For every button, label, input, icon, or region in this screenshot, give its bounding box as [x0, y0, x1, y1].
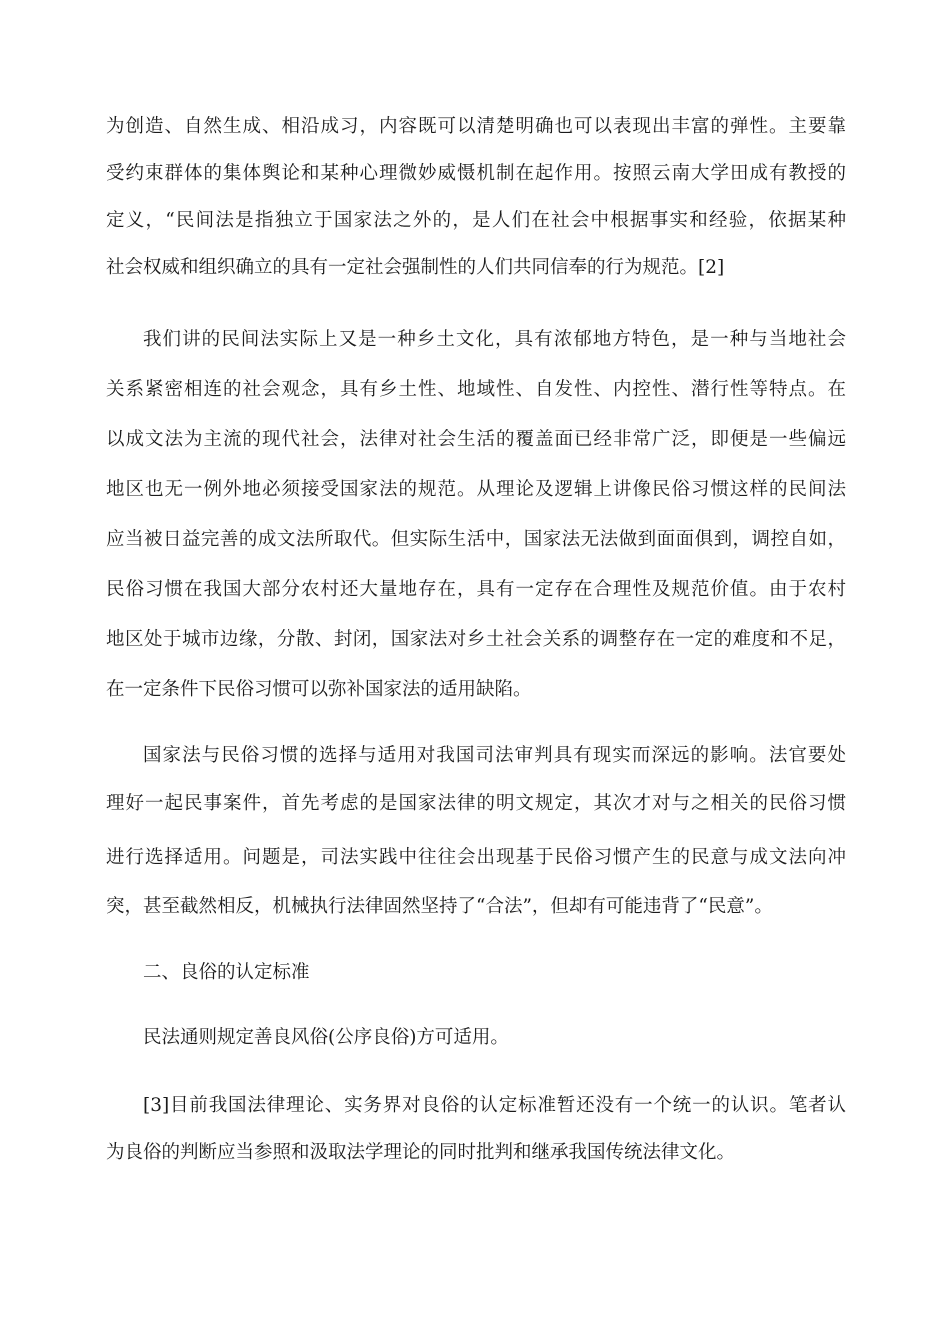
paragraph-2-line-8: 在一定条件下民俗习惯可以弥补国家法的适用缺陷。: [106, 679, 532, 700]
paragraph-2-line-7: 地区处于城市边缘，分散、封闭，国家法对乡土社会关系的调整存在一定的难度和不足，: [106, 629, 846, 650]
paragraph-2-line-4: 地区也无一例外地必须接受国家法的规范。从理论及逻辑上讲像民俗习惯这样的民间法: [106, 479, 846, 500]
paragraph-5-line-1: 民法通则规定善良风俗(公序良俗)方可适用。: [143, 1027, 509, 1048]
paragraph-1-line-2: 受约束群体的集体舆论和某种心理微妙威慑机制在起作用。按照云南大学田成有教授的: [106, 163, 846, 184]
paragraph-6-line-2: 为良俗的判断应当参照和汲取法学理论的同时批判和继承我国传统法律文化。: [106, 1142, 736, 1163]
paragraph-6-line-1: [3]目前我国法律理论、实务界对良俗的认定标准暂还没有一个统一的认识。笔者认: [143, 1095, 846, 1116]
section-heading: 二、良俗的认定标准: [143, 962, 310, 983]
paragraph-1-line-4: 社会权威和组织确立的具有一定社会强制性的人们共同信奉的行为规范。[2]: [106, 257, 725, 278]
paragraph-3-line-1: 国家法与民俗习惯的选择与适用对我国司法审判具有现实而深远的影响。法官要处: [143, 745, 846, 766]
paragraph-1-line-3: 定义，“民间法是指独立于国家法之外的，是人们在社会中根据事实和经验，依据某种: [106, 210, 846, 231]
paragraph-3-line-4: 突，甚至截然相反，机械执行法律固然坚持了“合法”，但却有可能违背了“民意”。: [106, 896, 773, 917]
paragraph-2-line-2: 关系紧密相连的社会观念，具有乡土性、地域性、自发性、内控性、潜行性等特点。在: [106, 379, 846, 400]
paragraph-2-line-5: 应当被日益完善的成文法所取代。但实际生活中，国家法无法做到面面俱到，调控自如，: [106, 529, 846, 550]
paragraph-1-line-1: 为创造、自然生成、相沿成习，内容既可以清楚明确也可以表现出丰富的弹性。主要靠: [106, 116, 846, 137]
paragraph-2-line-3: 以成文法为主流的现代社会，法律对社会生活的覆盖面已经非常广泛，即便是一些偏远: [106, 429, 846, 450]
paragraph-3-line-3: 进行选择适用。问题是，司法实践中往往会出现基于民俗习惯产生的民意与成文法向冲: [106, 847, 846, 868]
paragraph-2-line-6: 民俗习惯在我国大部分农村还大量地存在，具有一定存在合理性及规范价值。由于农村: [106, 579, 846, 600]
paragraph-2-line-1: 我们讲的民间法实际上又是一种乡土文化，具有浓郁地方特色，是一种与当地社会: [143, 329, 846, 350]
paragraph-3-line-2: 理好一起民事案件，首先考虑的是国家法律的明文规定，其次才对与之相关的民俗习惯: [106, 793, 846, 814]
